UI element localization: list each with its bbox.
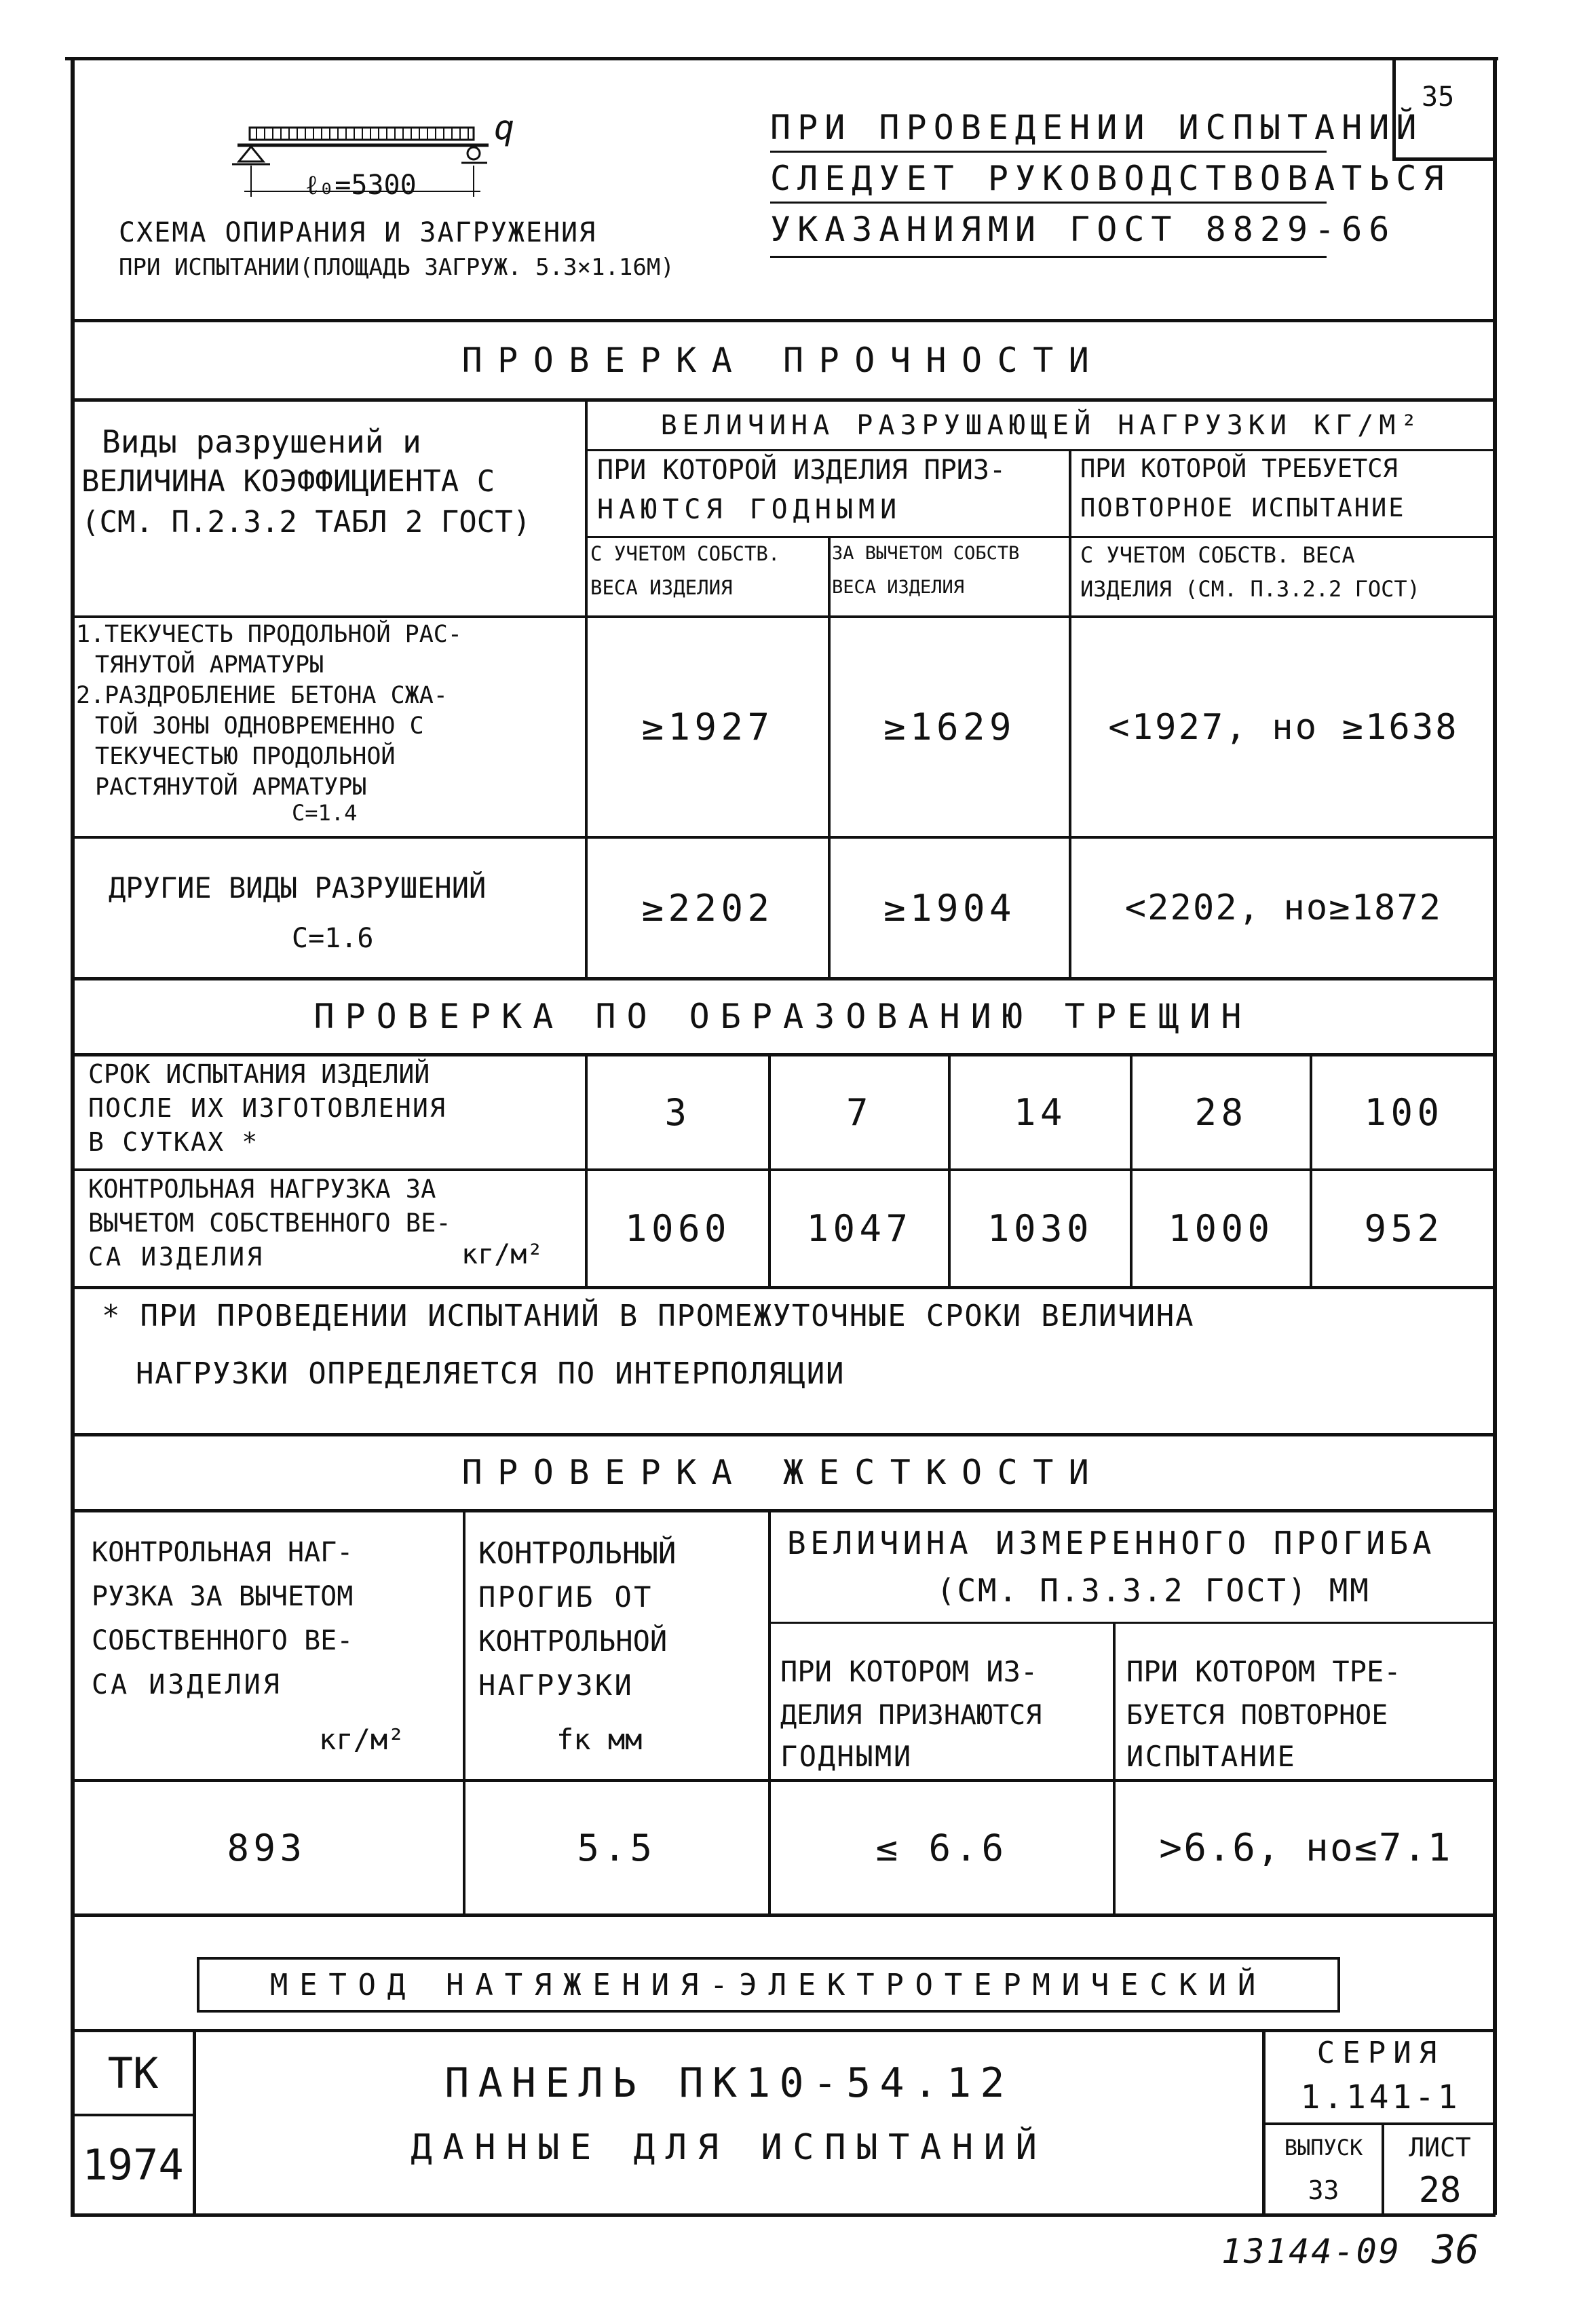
- stiff-col1-header-3: СОБСТВЕННОГО ВЕ-: [92, 1625, 354, 1656]
- stiff-value-load: 893: [227, 1826, 307, 1869]
- stiff-retest-header-1: ПРИ КОТОРОМ ТРЕ-: [1126, 1655, 1401, 1688]
- cracks-row2-label-1: КОНТРОЛЬНАЯ НАГРУЗКА ЗА: [88, 1175, 436, 1204]
- load-1: 1060: [625, 1207, 731, 1250]
- sub-retest-2: ИЗДЕЛИЯ (СМ. П.3.2.2 ГОСТ): [1080, 576, 1420, 602]
- series-label: СЕРИЯ: [1316, 2035, 1445, 2070]
- cracks-row2-unit: кг/м²: [461, 1239, 544, 1270]
- row1-with-weight: ≥1927: [641, 706, 774, 748]
- load-symbol: q: [494, 108, 515, 147]
- issue-value: 33: [1308, 2175, 1339, 2205]
- stiff-retest-header-3: ИСПЫТАНИЕ: [1126, 1740, 1297, 1773]
- stiff-col1-unit: кг/м²: [319, 1723, 405, 1756]
- inventory-stamp: 13144-09: [1221, 2232, 1401, 2271]
- sub-with-weight-2: ВЕСА ИЗДЕЛИЯ: [590, 576, 733, 599]
- sub-with-weight-1: С УЧЕТОМ СОБСТВ.: [590, 542, 780, 565]
- row1-desc-6: РАСТЯНУТОЙ АРМАТУРЫ: [95, 774, 367, 801]
- cracks-row1-label-1: СРОК ИСПЫТАНИЯ ИЗДЕЛИЙ: [88, 1059, 430, 1089]
- fit-header-2: НАЮТСЯ ГОДНЫМИ: [597, 494, 902, 525]
- deflection-header-1: ВЕЛИЧИНА ИЗМЕРЕННОГО ПРОГИБА: [787, 1525, 1436, 1561]
- row2-desc: ДРУГИЕ ВИДЫ РАЗРУШЕНИЙ: [109, 871, 487, 904]
- cracks-row1-label-2: ПОСЛЕ ИХ ИЗГОТОВЛЕНИЯ: [88, 1093, 447, 1123]
- inventory-page: 36: [1432, 2226, 1479, 2272]
- stiff-col2-header-3: КОНТРОЛЬНОЙ: [478, 1624, 668, 1658]
- sub-without-weight-2: ВЕСА ИЗДЕЛИЯ: [832, 577, 965, 598]
- stiff-col2-header-2: ПРОГИБ ОТ: [478, 1580, 653, 1614]
- row2-coef: С=1.6: [292, 923, 374, 954]
- cracks-row2-label-3: СА ИЗДЕЛИЯ: [88, 1242, 265, 1272]
- load-3: 1030: [987, 1207, 1093, 1250]
- stiff-col2-header-4: НАГРУЗКИ: [478, 1669, 634, 1702]
- stiff-col2-unit: fк мм: [556, 1723, 643, 1756]
- stiff-fit-header-3: ГОДНЫМИ: [780, 1740, 913, 1773]
- retest-header-2: ПОВТОРНОЕ ИСПЫТАНИЕ: [1080, 493, 1406, 522]
- stiff-fit-header-2: ДЕЛИЯ ПРИЗНАЮТСЯ: [780, 1700, 1042, 1731]
- span-label: ℓ₀=5300: [305, 170, 417, 201]
- row1-desc-1: 1.ТЕКУЧЕСТЬ ПРОДОЛЬНОЙ РАС-: [76, 621, 462, 648]
- row1-desc-4: ТОЙ ЗОНЫ ОДНОВРЕМЕННО С: [95, 712, 424, 740]
- stiff-col1-header-1: КОНТРОЛЬНАЯ НАГ-: [92, 1537, 354, 1568]
- row1-desc-3: 2.РАЗДРОБЛЕНИЕ БЕТОНА СЖА-: [76, 682, 448, 709]
- frame-top: [65, 57, 1498, 60]
- footnote-line-2: НАГРУЗКИ ОПРЕДЕЛЯЕТСЯ ПО ИНТЕРПОЛЯЦИИ: [136, 1356, 845, 1391]
- stiff-col2-header-1: КОНТРОЛЬНЫЙ: [478, 1536, 677, 1571]
- sheet-value: 28: [1418, 2170, 1462, 2211]
- stiff-col1-header-4: СА ИЗДЕЛИЯ: [92, 1669, 282, 1700]
- load-2: 1047: [806, 1207, 913, 1250]
- page-number: 35: [1422, 81, 1455, 113]
- strength-left-header-3: (СМ. П.2.3.2 ТАБЛ 2 ГОСТ): [81, 505, 531, 539]
- deflection-header-2: (СМ. П.3.3.2 ГОСТ) ММ: [936, 1572, 1371, 1609]
- day-2: 7: [846, 1091, 873, 1134]
- retest-header-1: ПРИ КОТОРОЙ ТРЕБУЕТСЯ: [1080, 454, 1398, 483]
- footnote-line-1: * ПРИ ПРОВЕДЕНИИ ИСПЫТАНИЙ В ПРОМЕЖУТОЧНЫЕ СРОКИ ВЕЛИЧИНА: [102, 1299, 1195, 1333]
- strength-left-header-2: ВЕЛИЧИНА КОЭФФИЦИЕНТА С: [81, 464, 495, 499]
- stiff-fit-header-1: ПРИ КОТОРОМ ИЗ-: [780, 1655, 1038, 1688]
- sub-retest-1: С УЧЕТОМ СОБСТВ. ВЕСА: [1080, 542, 1355, 568]
- row2-retest: <2202, но≥1872: [1124, 888, 1443, 928]
- sub-without-weight-1: ЗА ВЫЧЕТОМ СОБСТВ: [832, 543, 1020, 564]
- row1-without-weight: ≥1629: [883, 706, 1016, 748]
- day-1: 3: [664, 1091, 691, 1134]
- notice-line-2: СЛЕДУЕТ РУКОВОДСТВОВАТЬСЯ: [770, 159, 1451, 198]
- stiff-col1-header-2: РУЗКА ЗА ВЫЧЕТОМ: [92, 1581, 354, 1612]
- load-header: ВЕЛИЧИНА РАЗРУШАЮЩЕЙ НАГРУЗКИ КГ/М²: [660, 410, 1423, 441]
- strength-left-header-1: Виды разрушений и: [102, 423, 421, 460]
- row1-desc-2: ТЯНУТОЙ АРМАТУРЫ: [95, 651, 324, 679]
- stiffness-title: ПРОВЕРКА ЖЕСТКОСТИ: [461, 1453, 1105, 1492]
- scheme-caption-1: СХЕМА ОПИРАНИЯ И ЗАГРУЖЕНИЯ: [119, 217, 597, 248]
- row1-retest: <1927, но ≥1638: [1108, 706, 1459, 748]
- stiff-value-fit: ≤ 6.6: [875, 1826, 1008, 1869]
- notice-line-1: ПРИ ПРОВЕДЕНИИ ИСПЫТАНИЙ: [770, 108, 1424, 147]
- notice-line-3: УКАЗАНИЯМИ ГОСТ 8829-66: [770, 210, 1396, 249]
- stiff-value-retest: >6.6, но≤7.1: [1159, 1825, 1452, 1870]
- day-3: 14: [1014, 1091, 1067, 1134]
- frame-bottom: [71, 2213, 1496, 2217]
- row1-coef: С=1.4: [292, 800, 358, 826]
- series-value: 1.141-1: [1300, 2078, 1461, 2116]
- year-label: 1974: [82, 2140, 184, 2190]
- cracks-row2-label-2: ВЫЧЕТОМ СОБСТВЕННОГО ВЕ-: [88, 1208, 451, 1238]
- row2-with-weight: ≥2202: [641, 886, 774, 930]
- strength-title: ПРОВЕРКА ПРОЧНОСТИ: [461, 340, 1105, 380]
- stiff-value-deflection: 5.5: [577, 1826, 657, 1869]
- load-4: 1000: [1168, 1207, 1274, 1250]
- sheet-label: ЛИСТ: [1409, 2133, 1471, 2163]
- document-title-2: ДАННЫЕ ДЛЯ ИСПЫТАНИЙ: [411, 2127, 1048, 2168]
- load-5: 952: [1364, 1207, 1444, 1250]
- row1-desc-5: ТЕКУЧЕСТЬЮ ПРОДОЛЬНОЙ: [95, 743, 396, 770]
- document-title-1: ПАНЕЛЬ ПК10-54.12: [444, 2059, 1014, 2107]
- cracks-row1-label-3: В СУТКАХ *: [88, 1127, 259, 1157]
- issue-label: ВЫПУСК: [1284, 2135, 1363, 2160]
- fit-header-1: ПРИ КОТОРОЙ ИЗДЕЛИЯ ПРИЗ-: [597, 455, 1006, 486]
- cracks-title: ПРОВЕРКА ПО ОБРАЗОВАНИЮ ТРЕЩИН: [313, 997, 1253, 1036]
- day-5: 100: [1364, 1091, 1444, 1134]
- row2-without-weight: ≥1904: [883, 886, 1016, 930]
- day-4: 28: [1194, 1091, 1248, 1134]
- method-label: МЕТОД НАТЯЖЕНИЯ-ЭЛЕКТРОТЕРМИЧЕСКИЙ: [269, 1967, 1268, 2002]
- scheme-caption-2: ПРИ ИСПЫТАНИИ(ПЛОЩАДЬ ЗАГРУЖ. 5.3×1.16М): [119, 254, 674, 281]
- stiff-retest-header-2: БУЕТСЯ ПОВТОРНОЕ: [1126, 1700, 1388, 1731]
- org-label: ТК: [107, 2048, 159, 2098]
